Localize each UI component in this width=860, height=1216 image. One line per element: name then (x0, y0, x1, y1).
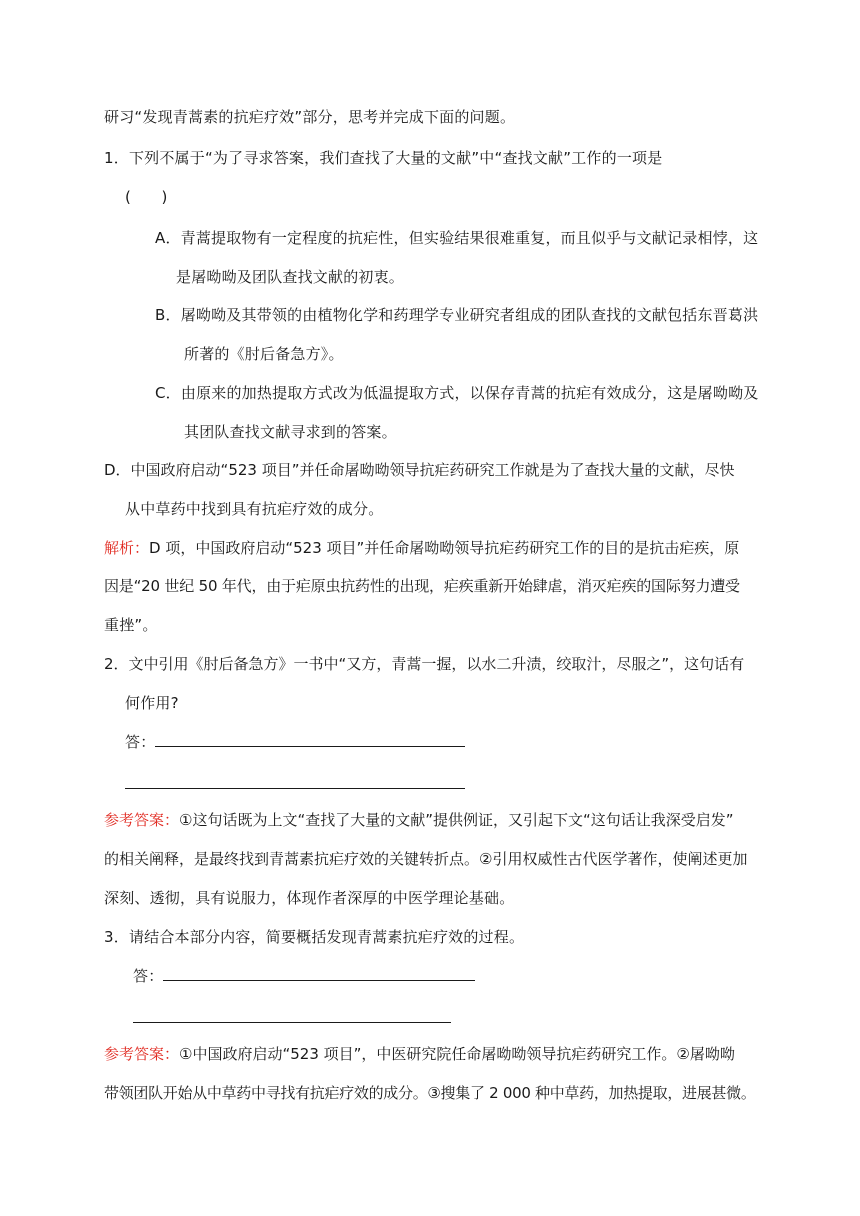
q2-answer-prefix: 答： (125, 733, 156, 751)
q1-option-a: A．青蒿提取物有一定程度的抗疟性，但实验结果很难重复，而且似乎与文献记录相悖，这 (155, 229, 759, 247)
q1-option-d-cont: 从中草药中找到具有抗疟疗效的成分。 (125, 500, 384, 518)
q3-answer-blank-2[interactable] (133, 1021, 451, 1023)
q1-stem: 1．下列不属于“为了寻求答案，我们查找了大量的文献”中“查找文献”工作的一项是 (104, 149, 663, 167)
q3-stem: 3．请结合本部分内容，简要概括发现青蒿素抗疟疗效的过程。 (104, 928, 525, 946)
q2-reference (104, 809, 734, 831)
q2-answer-line (125, 731, 465, 753)
q3-reference (104, 1043, 735, 1065)
q3-ref-text: ①中国政府启动“523 项目”，中医研究院任命屠呦呦领导抗疟药研究工作。②屠呦呦 (179, 1045, 735, 1063)
q1-answer-parens: ( ) (125, 188, 168, 206)
q2-ref-cont-2: 深刻、透彻，具有说服力，体现作者深厚的中医学理论基础。 (104, 889, 515, 907)
q3-answer-prefix: 答： (133, 967, 164, 985)
q1-option-b-cont: 所著的《肘后备急方》。 (184, 345, 344, 363)
q2-answer-blank-2[interactable] (125, 787, 465, 789)
q3-answer-blank[interactable] (163, 966, 475, 981)
q1-option-d: D．中国政府启动“523 项目”并任命屠呦呦领导抗疟药研究工作就是为了查找大量的文献，尽快 (104, 461, 735, 479)
intro-text: 研习“发现青蒿素的抗疟疗效”部分，思考并完成下面的问题。 (104, 108, 516, 126)
q3-ref-cont: 带领团队开始从中草药中寻找有抗疟疗效的成分。③搜集了 2 000 种中草药，加热提取，进展甚微。 (104, 1084, 756, 1102)
q2-ref-cont: 的相关阐释，是最终找到青蒿素抗疟疗效的关键转折点。②引用权威性古代医学著作，使阐述更加 (104, 850, 748, 868)
q1-analysis (104, 537, 739, 559)
q1-option-c: C．由原来的加热提取方式改为低温提取方式，以保存青蒿的抗疟有效成分，这是屠呦呦及 (155, 384, 759, 402)
q2-stem: 2．文中引用《肘后备急方》一书中“又方，青蒿一握，以水二升渍，绞取汁，尽服之”，这句话有 (104, 655, 745, 673)
q2-ref-label: 参考答案： (104, 811, 180, 829)
analysis-label: 解析： (104, 539, 150, 557)
q3-answer-line (133, 965, 475, 987)
q2-ref-text: ①这句话既为上文“查找了大量的文献”提供例证，又引起下文“这句话让我深受启发” (179, 811, 734, 829)
q3-ref-label: 参考答案： (104, 1045, 180, 1063)
q2-answer-blank[interactable] (155, 732, 465, 747)
q1-option-b: B．屠呦呦及其带领的由植物化学和药理学专业研究者组成的团队查找的文献包括东晋葛洪 (155, 306, 759, 324)
q1-analysis-cont-2: 重挫”。 (104, 616, 158, 634)
q2-stem-cont: 何作用? (125, 694, 179, 712)
analysis-text: D 项，中国政府启动“523 项目”并任命屠呦呦领导抗疟药研究工作的目的是抗击疟疾，原 (149, 539, 740, 557)
q1-option-a-cont: 是屠呦呦及团队查找文献的初衷。 (176, 268, 405, 286)
q1-analysis-cont: 因是“20 世纪 50 年代，由于疟原虫抗药性的出现，疟疾重新开始肆虐，消灭疟疾的国际努力遭受 (104, 577, 740, 595)
q1-option-c-cont: 其团队查找文献寻求到的答案。 (184, 423, 397, 441)
